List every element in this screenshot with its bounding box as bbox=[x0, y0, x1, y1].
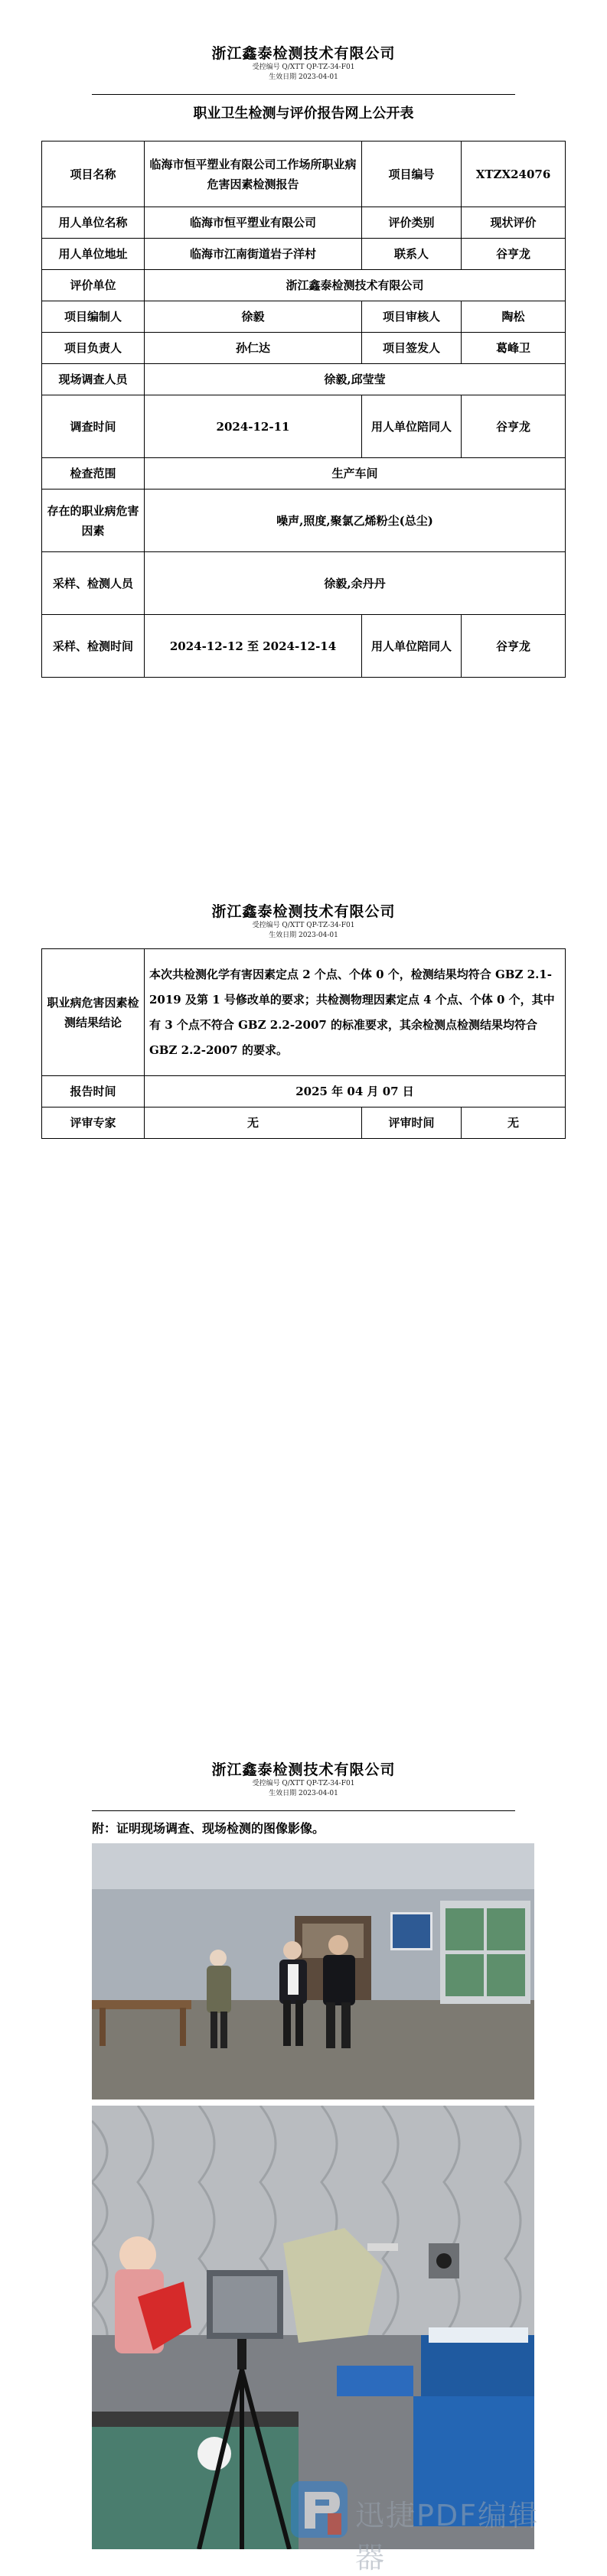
table-row bbox=[42, 141, 566, 207]
value-conclusion: 本次共检测化学有害因素定点 2 个点、个体 0 个，检测结果均符合 GBZ 2.1-2019 及第 1 号修改单的要求；共检测物理因素定点 4 个点、个体 0 个，其中有 3 个点不符合 GBZ 2.2-2007 的标准要求，其余检测点检测结果均符合 GBZ 2.2-2007 的要求。 bbox=[145, 949, 566, 1076]
value-review-expert: 无 bbox=[145, 1107, 362, 1139]
label-escort-2: 用人单位陪同人 bbox=[362, 615, 462, 678]
value-report-time: 2025 年 04 月 07 日 bbox=[145, 1076, 566, 1107]
label-project-no: 项目编号 bbox=[362, 141, 462, 207]
table-row bbox=[42, 615, 566, 678]
value-project-no: XTZX24076 bbox=[462, 141, 566, 207]
effective-date: 生效日期 2023-04-01 bbox=[269, 932, 338, 939]
effective-date: 生效日期 2023-04-01 bbox=[269, 73, 338, 81]
control-number: 受控编号 Q/XTT QP-TZ-34-F01 bbox=[252, 63, 355, 71]
site-survey-photo bbox=[92, 1843, 534, 2100]
watermark bbox=[291, 2477, 566, 2574]
label-project-name: 项目名称 bbox=[42, 141, 145, 207]
label-employer-name: 用人单位名称 bbox=[42, 207, 145, 239]
form-title: 职业卫生检测与评价报告网上公开表 bbox=[193, 106, 414, 122]
value-scope: 生产车间 bbox=[145, 458, 566, 490]
value-sampling-staff: 徐毅,余丹丹 bbox=[145, 552, 566, 615]
value-eval-type: 现状评价 bbox=[462, 207, 566, 239]
label-issuer: 项目签发人 bbox=[362, 333, 462, 364]
label-site-investigators: 现场调查人员 bbox=[42, 364, 145, 395]
label-review-time: 评审时间 bbox=[362, 1107, 462, 1139]
site-survey-image bbox=[92, 1843, 534, 2100]
value-project-name: 临海市恒平塑业有限公司工作场所职业病危害因素检测报告 bbox=[145, 141, 362, 207]
control-number: 受控编号 Q/XTT QP-TZ-34-F01 bbox=[252, 922, 355, 929]
table-row bbox=[42, 333, 566, 364]
value-escort: 谷亨龙 bbox=[462, 395, 566, 458]
table-row bbox=[42, 1107, 566, 1139]
table-row bbox=[42, 949, 566, 1076]
label-report-time: 报告时间 bbox=[42, 1076, 145, 1107]
value-project-lead: 孙仁达 bbox=[145, 333, 362, 364]
label-survey-time: 调查时间 bbox=[42, 395, 145, 458]
company-name: 浙江鑫泰检测技术有限公司 bbox=[211, 1761, 396, 1778]
label-compiler: 项目编制人 bbox=[42, 301, 145, 333]
label-scope: 检查范围 bbox=[42, 458, 145, 490]
table-row bbox=[42, 239, 566, 270]
label-project-lead: 项目负责人 bbox=[42, 333, 145, 364]
label-hazards: 存在的职业病危害因素 bbox=[42, 490, 145, 552]
label-reviewer: 项目审核人 bbox=[362, 301, 462, 333]
value-issuer: 葛峰卫 bbox=[462, 333, 566, 364]
company-name: 浙江鑫泰检测技术有限公司 bbox=[211, 903, 396, 920]
label-eval-type: 评价类别 bbox=[362, 207, 462, 239]
value-escort-2: 谷亨龙 bbox=[462, 615, 566, 678]
table-row bbox=[42, 552, 566, 615]
label-escort: 用人单位陪同人 bbox=[362, 395, 462, 458]
header-rule bbox=[92, 94, 515, 95]
label-contact: 联系人 bbox=[362, 239, 462, 270]
table-row bbox=[42, 301, 566, 333]
value-site-investigators: 徐毅,邱莹莹 bbox=[145, 364, 566, 395]
value-compiler: 徐毅 bbox=[145, 301, 362, 333]
value-sampling-time: 2024-12-12 至 2024-12-14 bbox=[145, 615, 362, 678]
value-survey-time: 2024-12-11 bbox=[145, 395, 362, 458]
table-row bbox=[42, 458, 566, 490]
watermark-text: 迅捷PDF编辑器 bbox=[355, 2499, 540, 2574]
label-sampling-time: 采样、检测时间 bbox=[42, 615, 145, 678]
annex-title: 附：证明现场调查、现场检测的图像影像。 bbox=[92, 1821, 325, 1836]
label-conclusion: 职业病危害因素检测结果结论 bbox=[42, 949, 145, 1076]
info-table bbox=[41, 141, 566, 678]
conclusion-table bbox=[41, 948, 566, 1139]
value-employer-name: 临海市恒平塑业有限公司 bbox=[145, 207, 362, 239]
label-eval-unit: 评价单位 bbox=[42, 270, 145, 301]
value-eval-unit: 浙江鑫泰检测技术有限公司 bbox=[145, 270, 566, 301]
page3-header bbox=[0, 1761, 607, 1799]
value-hazards: 噪声,照度,聚氯乙烯粉尘(总尘) bbox=[145, 490, 566, 552]
value-employer-address: 临海市江南街道岩子洋村 bbox=[145, 239, 362, 270]
value-review-time: 无 bbox=[462, 1107, 566, 1139]
table-row bbox=[42, 1076, 566, 1107]
header-rule bbox=[92, 1810, 515, 1811]
value-reviewer: 陶松 bbox=[462, 301, 566, 333]
table-row bbox=[42, 270, 566, 301]
table-row bbox=[42, 490, 566, 552]
page1-header bbox=[0, 44, 607, 83]
label-sampling-staff: 采样、检测人员 bbox=[42, 552, 145, 615]
label-employer-address: 用人单位地址 bbox=[42, 239, 145, 270]
table-row bbox=[42, 207, 566, 239]
effective-date: 生效日期 2023-04-01 bbox=[269, 1790, 338, 1797]
table-row bbox=[42, 364, 566, 395]
control-number: 受控编号 Q/XTT QP-TZ-34-F01 bbox=[252, 1780, 355, 1787]
label-review-expert: 评审专家 bbox=[42, 1107, 145, 1139]
page2-header bbox=[0, 903, 607, 941]
value-contact: 谷亨龙 bbox=[462, 239, 566, 270]
company-name: 浙江鑫泰检测技术有限公司 bbox=[211, 45, 396, 62]
table-row bbox=[42, 395, 566, 458]
